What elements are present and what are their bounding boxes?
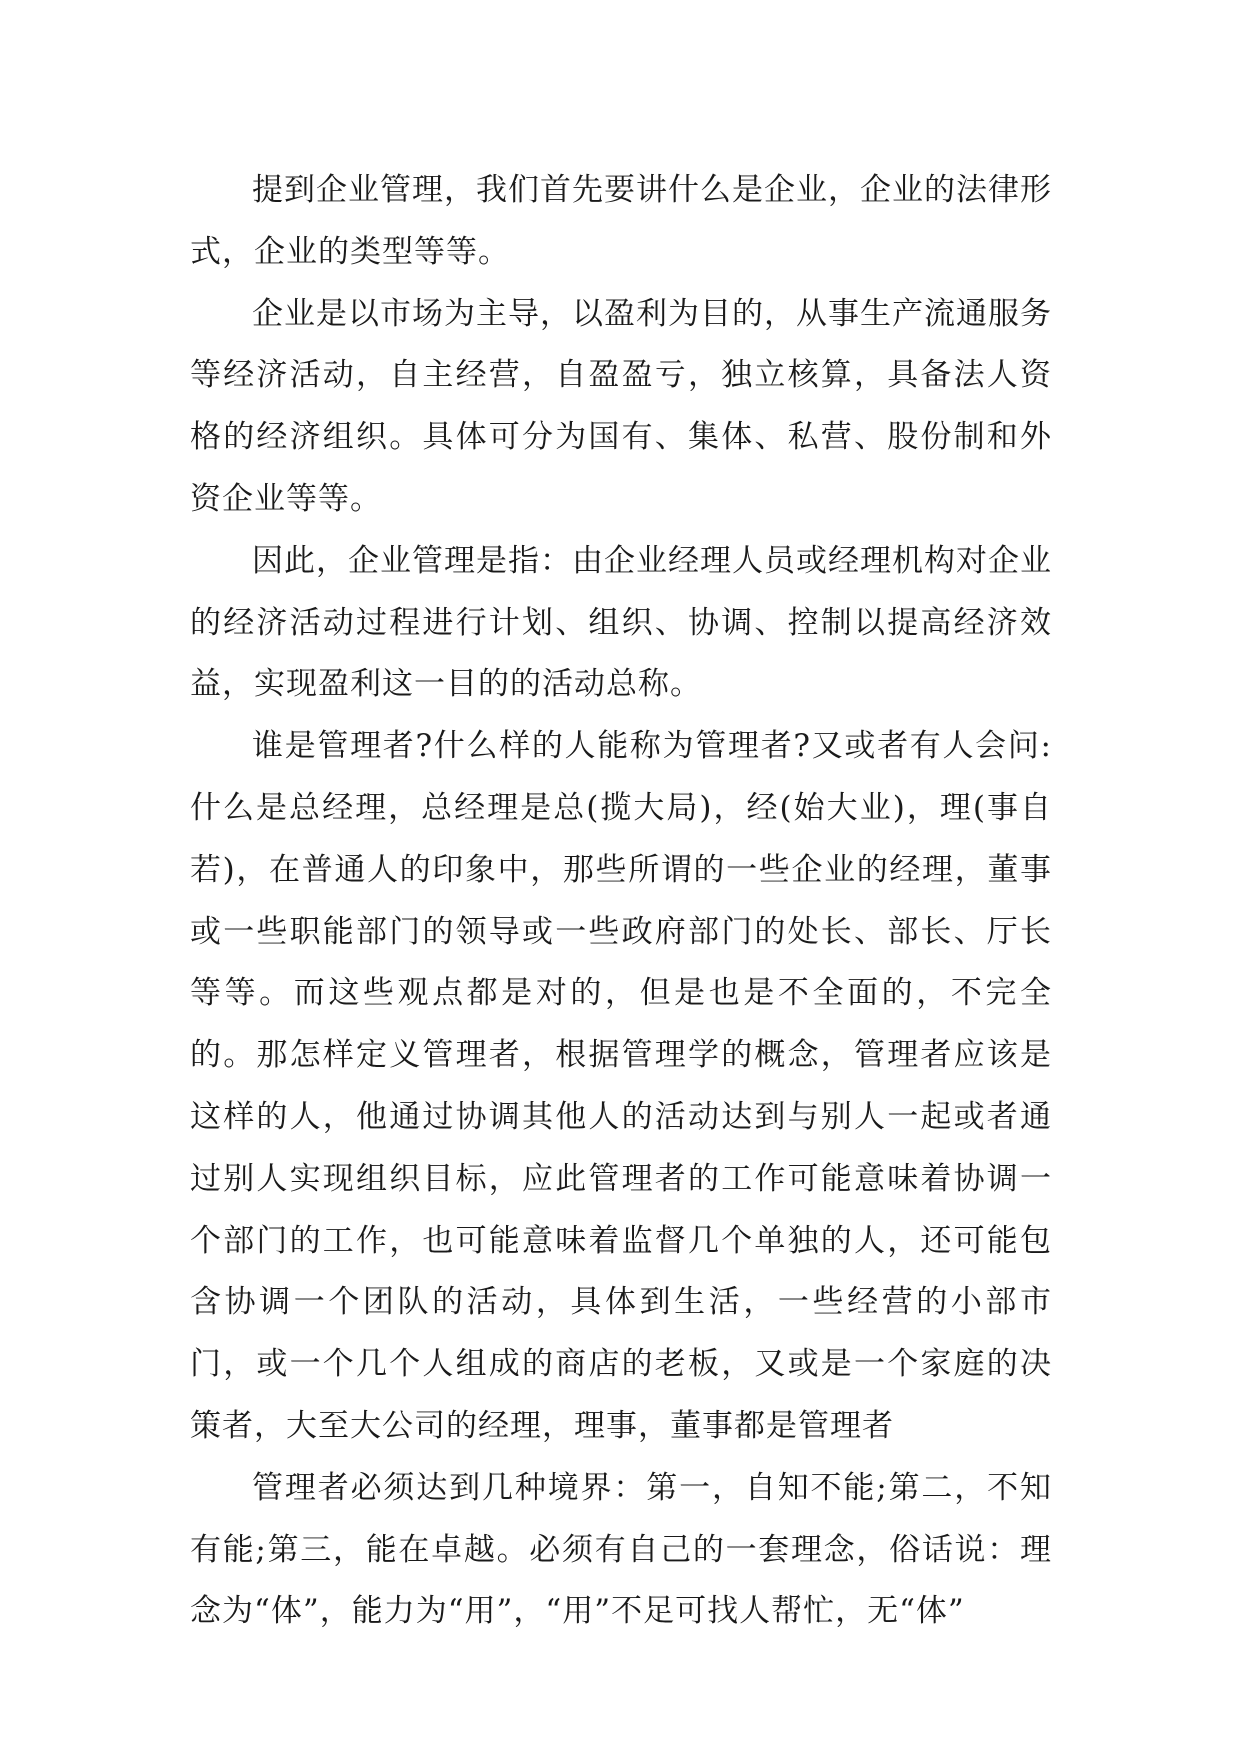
paragraph-1: 提到企业管理，我们首先要讲什么是企业，企业的法律形式，企业的类型等等。 <box>190 172 1052 270</box>
document-body <box>190 160 1052 1643</box>
paragraph-5: 管理者必须达到几种境界：第一，自知不能;第二，不知有能;第三，能在卓越。必须有自己的一套理念，俗话说：理念为“体”，能力为“用”，“用”不足可找人帮忙，无“体” <box>190 1469 1052 1630</box>
paragraph-4: 谁是管理者?什么样的人能称为管理者?又或者有人会问:什么是总经理，总经理是总(揽大局)，经(始大业)，理(事自若)，在普通人的印象中，那些所谓的一些企业的经理，董事或一些职能部门的领导或一些政府部门的处长、部长、厅长等等。而这些观点都是对的，但是也是不全面的，不完全的。那怎样定义管理者，根据管理学的概念，管理者应该是这样的人，他通过协调其他人的活动达到与别人一起或者通过别人实现组织目标，应此管理者的工作可能意味着协调一个部门的工作，也可能意味着监督几个单独的人，还可能包含协调一个团队的活动，具体到生活，一些经营的小部市门，或一个几个人组成的商店的老板，又或是一个家庭的决策者，大至大公司的经理，理事，董事都是管理者 <box>190 728 1052 1444</box>
paragraph-3: 因此，企业管理是指：由企业经理人员或经理机构对企业的经济活动过程进行计划、组织、协调、控制以提高经济效益，实现盈利这一目的的活动总称。 <box>190 542 1052 703</box>
paragraph-2: 企业是以市场为主导，以盈利为目的，从事生产流通服务等经济活动，自主经营，自盈盈亏，独立核算，具备法人资格的经济组织。具体可分为国有、集体、私营、股份制和外资企业等等。 <box>190 295 1052 517</box>
